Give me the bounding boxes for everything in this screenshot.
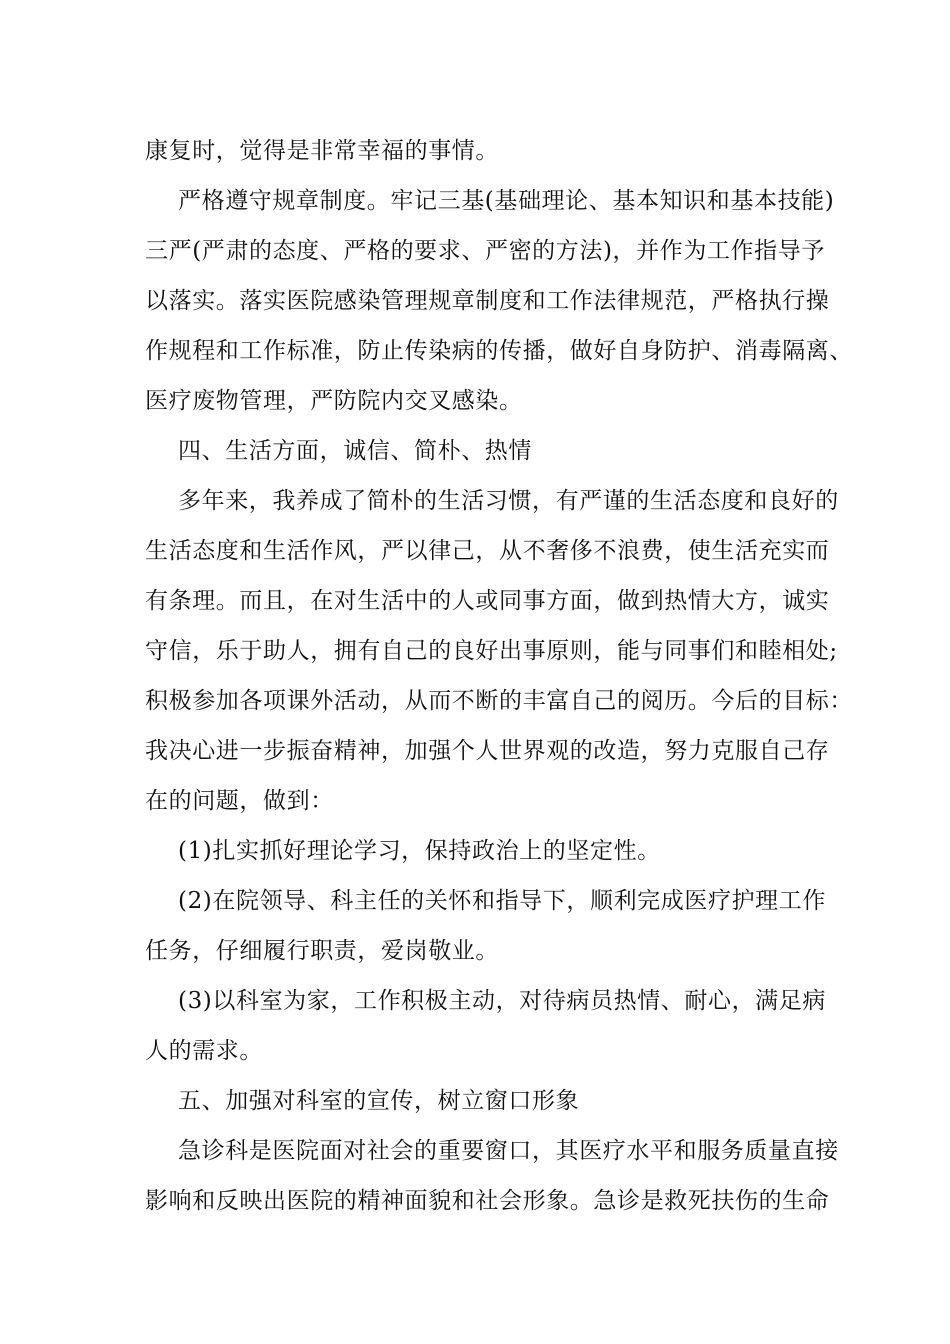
text-line: 作规程和工作标准，防止传染病的传播，做好自身防护、消毒隔离、 [145, 338, 853, 364]
text-line: 任务，仔细履行职责，爱岗敬业。 [145, 938, 499, 964]
text-line: 人的需求。 [145, 1038, 263, 1064]
text-line: 影响和反映出医院的精神面貌和社会形象。急诊是救死扶伤的生命 [145, 1188, 830, 1214]
text-line: 我决心进一步振奋精神，加强个人世界观的改造，努力克服自己存 [145, 738, 830, 764]
text-line: 在的问题，做到： [145, 788, 334, 814]
text-line: 积极参加各项课外活动，从而不断的丰富自己的阅历。今后的目标： [145, 688, 853, 714]
section-heading: 四、生活方面，诚信、简朴、热情 [178, 438, 532, 464]
text-line: 急诊科是医院面对社会的重要窗口，其医疗水平和服务质量直接 [178, 1138, 839, 1164]
text-line: 三严(严肃的态度、严格的要求、严密的方法)，并作为工作指导予 [145, 238, 825, 264]
text-line: 以落实。落实医院感染管理规章制度和工作法律规范，严格执行操 [145, 288, 830, 314]
list-item: (3)以科室为家，工作积极主动，对待病员热情、耐心，满足病 [178, 988, 826, 1014]
text-line: 生活态度和生活作风，严以律己，从不奢侈不浪费，使生活充实而 [145, 538, 830, 564]
list-item: (1)扎实抓好理论学习，保持政治上的坚定性。 [178, 838, 661, 864]
list-item: (2)在院领导、科主任的关怀和指导下，顺利完成医疗护理工作 [178, 888, 826, 914]
text-line: 严格遵守规章制度。牢记三基(基础理论、基本知识和基本技能) [178, 188, 835, 214]
text-line: 有条理。而且，在对生活中的人或同事方面，做到热情大方，诚实 [145, 588, 830, 614]
text-line: 医疗废物管理，严防院内交叉感染。 [145, 388, 523, 414]
text-line: 多年来，我养成了简朴的生活习惯，有严谨的生活态度和良好的 [178, 488, 839, 514]
text-line: 守信，乐于助人，拥有自己的良好出事原则，能与同事们和睦相处; [145, 638, 838, 664]
section-heading: 五、加强对科室的宣传，树立窗口形象 [178, 1088, 580, 1114]
text-line: 康复时，觉得是非常幸福的事情。 [145, 138, 499, 164]
